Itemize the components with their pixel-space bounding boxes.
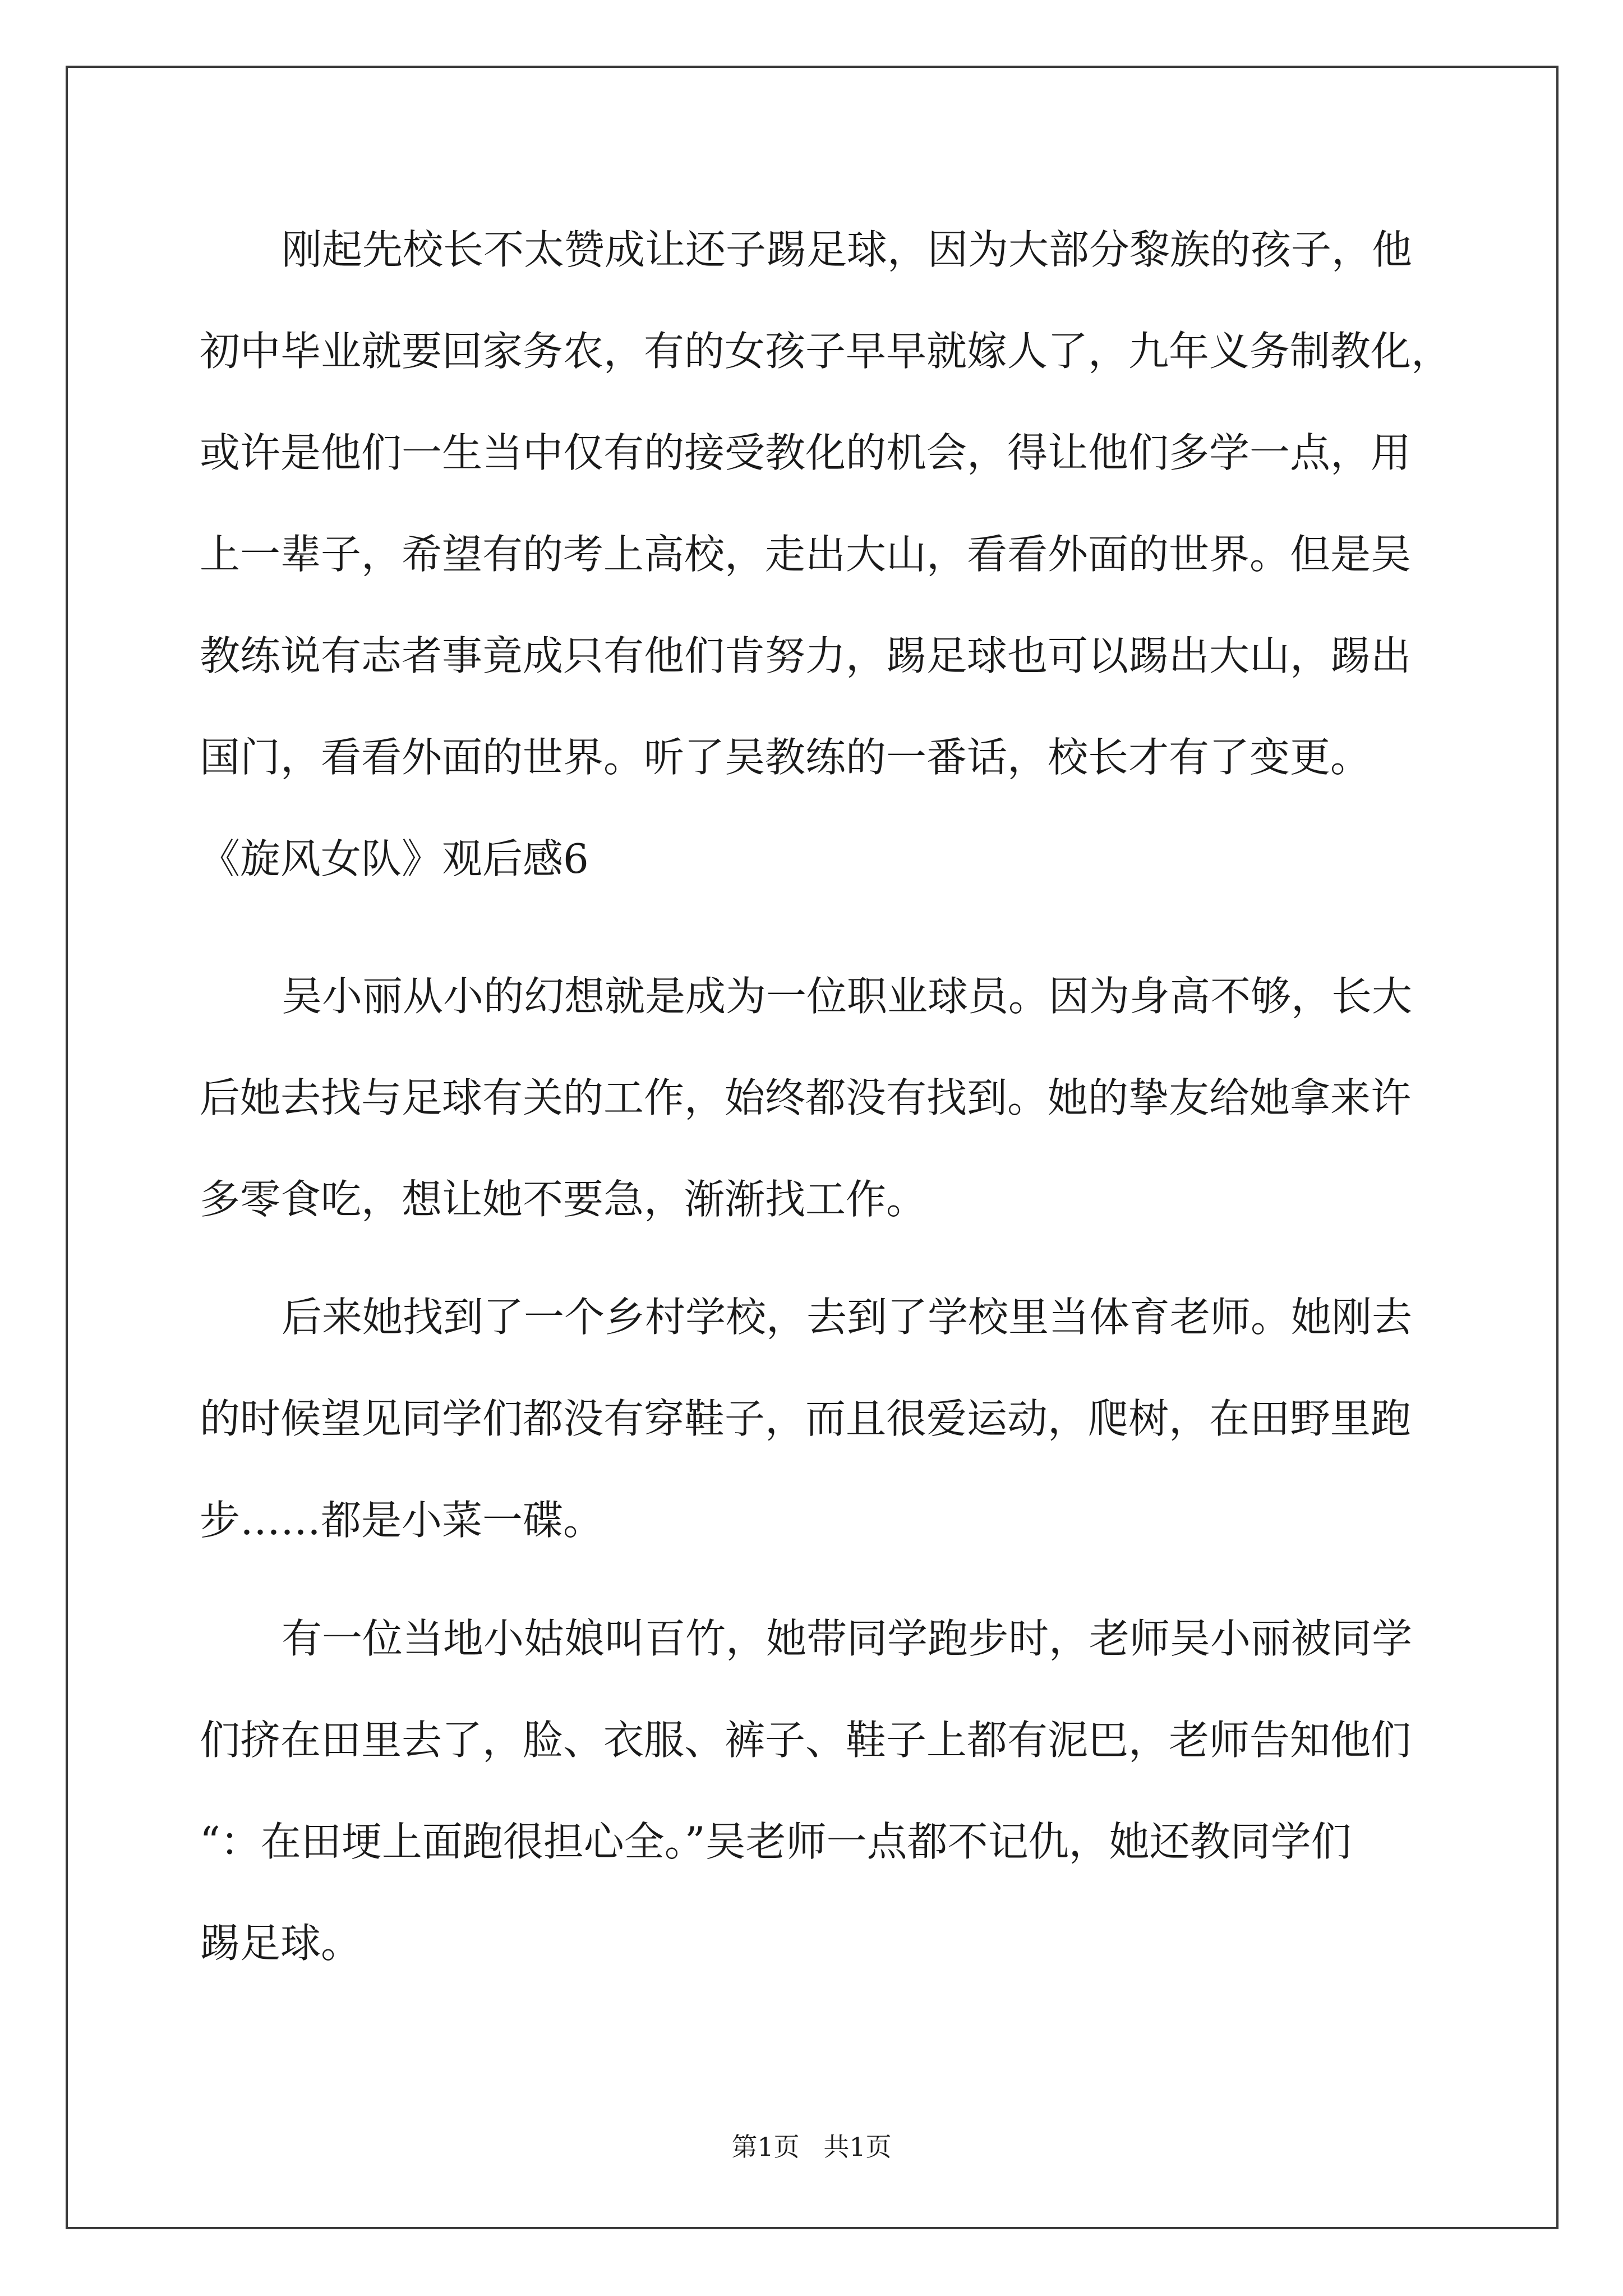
paragraph-line: “：在田埂上面跑很担心全。”吴老师一点都不记仇，她还教同学们 xyxy=(200,1818,1352,1865)
section-heading xyxy=(200,808,1428,910)
paragraph-line: 教练说有志者事竟成只有他们肯努力，踢足球也可以踢出大山，踢出 xyxy=(200,632,1412,679)
paragraph-line: 后她去找与足球有关的工作，始终都没有找到。她的挚友给她拿来许 xyxy=(200,1074,1412,1121)
paragraph-line: 有一位当地小姑娘叫百竹，她带同学跑步时，老师吴小丽被同学 xyxy=(282,1615,1413,1662)
page-total: 共1页 xyxy=(823,2132,892,2162)
paragraph-line: 吴小丽从小的幻想就是成为一位职业球员。因为身高不够，长大 xyxy=(282,973,1413,1020)
paragraph-line: 多零食吃，想让她不要急，渐渐找工作。 xyxy=(200,1176,927,1223)
paragraph-line: 步……都是小菜一碟。 xyxy=(200,1497,604,1544)
heading-text: 《旋风女队》观后感6 xyxy=(200,835,589,882)
paragraph-line: 初中毕业就要回家务农，有的女孩子早早就嫁人了，九年义务制教化， xyxy=(200,328,1452,375)
paragraph-line: 刚起先校长不太赞成让还子踢足球，因为大部分黎族的孩子，他 xyxy=(282,226,1413,273)
paragraph-line: 上一辈子，希望有的考上高校，走出大山，看看外面的世界。但是吴 xyxy=(200,531,1412,578)
paragraph-4 xyxy=(200,1588,1428,1994)
paragraph-1 xyxy=(200,199,1452,808)
paragraph-line: 踢足球。 xyxy=(200,1920,362,1967)
page-number: 第1页 xyxy=(731,2132,800,2162)
paragraph-line: 国门，看看外面的世界。听了吴教练的一番话，校长才有了变更。 xyxy=(200,734,1371,781)
paragraph-line: 后来她找到了一个乡村学校，去到了学校里当体育老师。她刚去 xyxy=(282,1294,1413,1341)
paragraph-line: 们挤在田里去了，脸、衣服、裤子、鞋子上都有泥巴，老师告知他们 xyxy=(200,1717,1412,1764)
paragraph-line: 或许是他们一生当中仅有的接受教化的机会，得让他们多学一点，用 xyxy=(200,429,1412,476)
paragraph-2 xyxy=(200,946,1428,1250)
paragraph-line: 的时候望见同学们都没有穿鞋子，而且很爱运动，爬树，在田野里跑 xyxy=(200,1395,1412,1442)
paragraph-3 xyxy=(200,1267,1428,1571)
page-footer xyxy=(0,2130,1623,2164)
